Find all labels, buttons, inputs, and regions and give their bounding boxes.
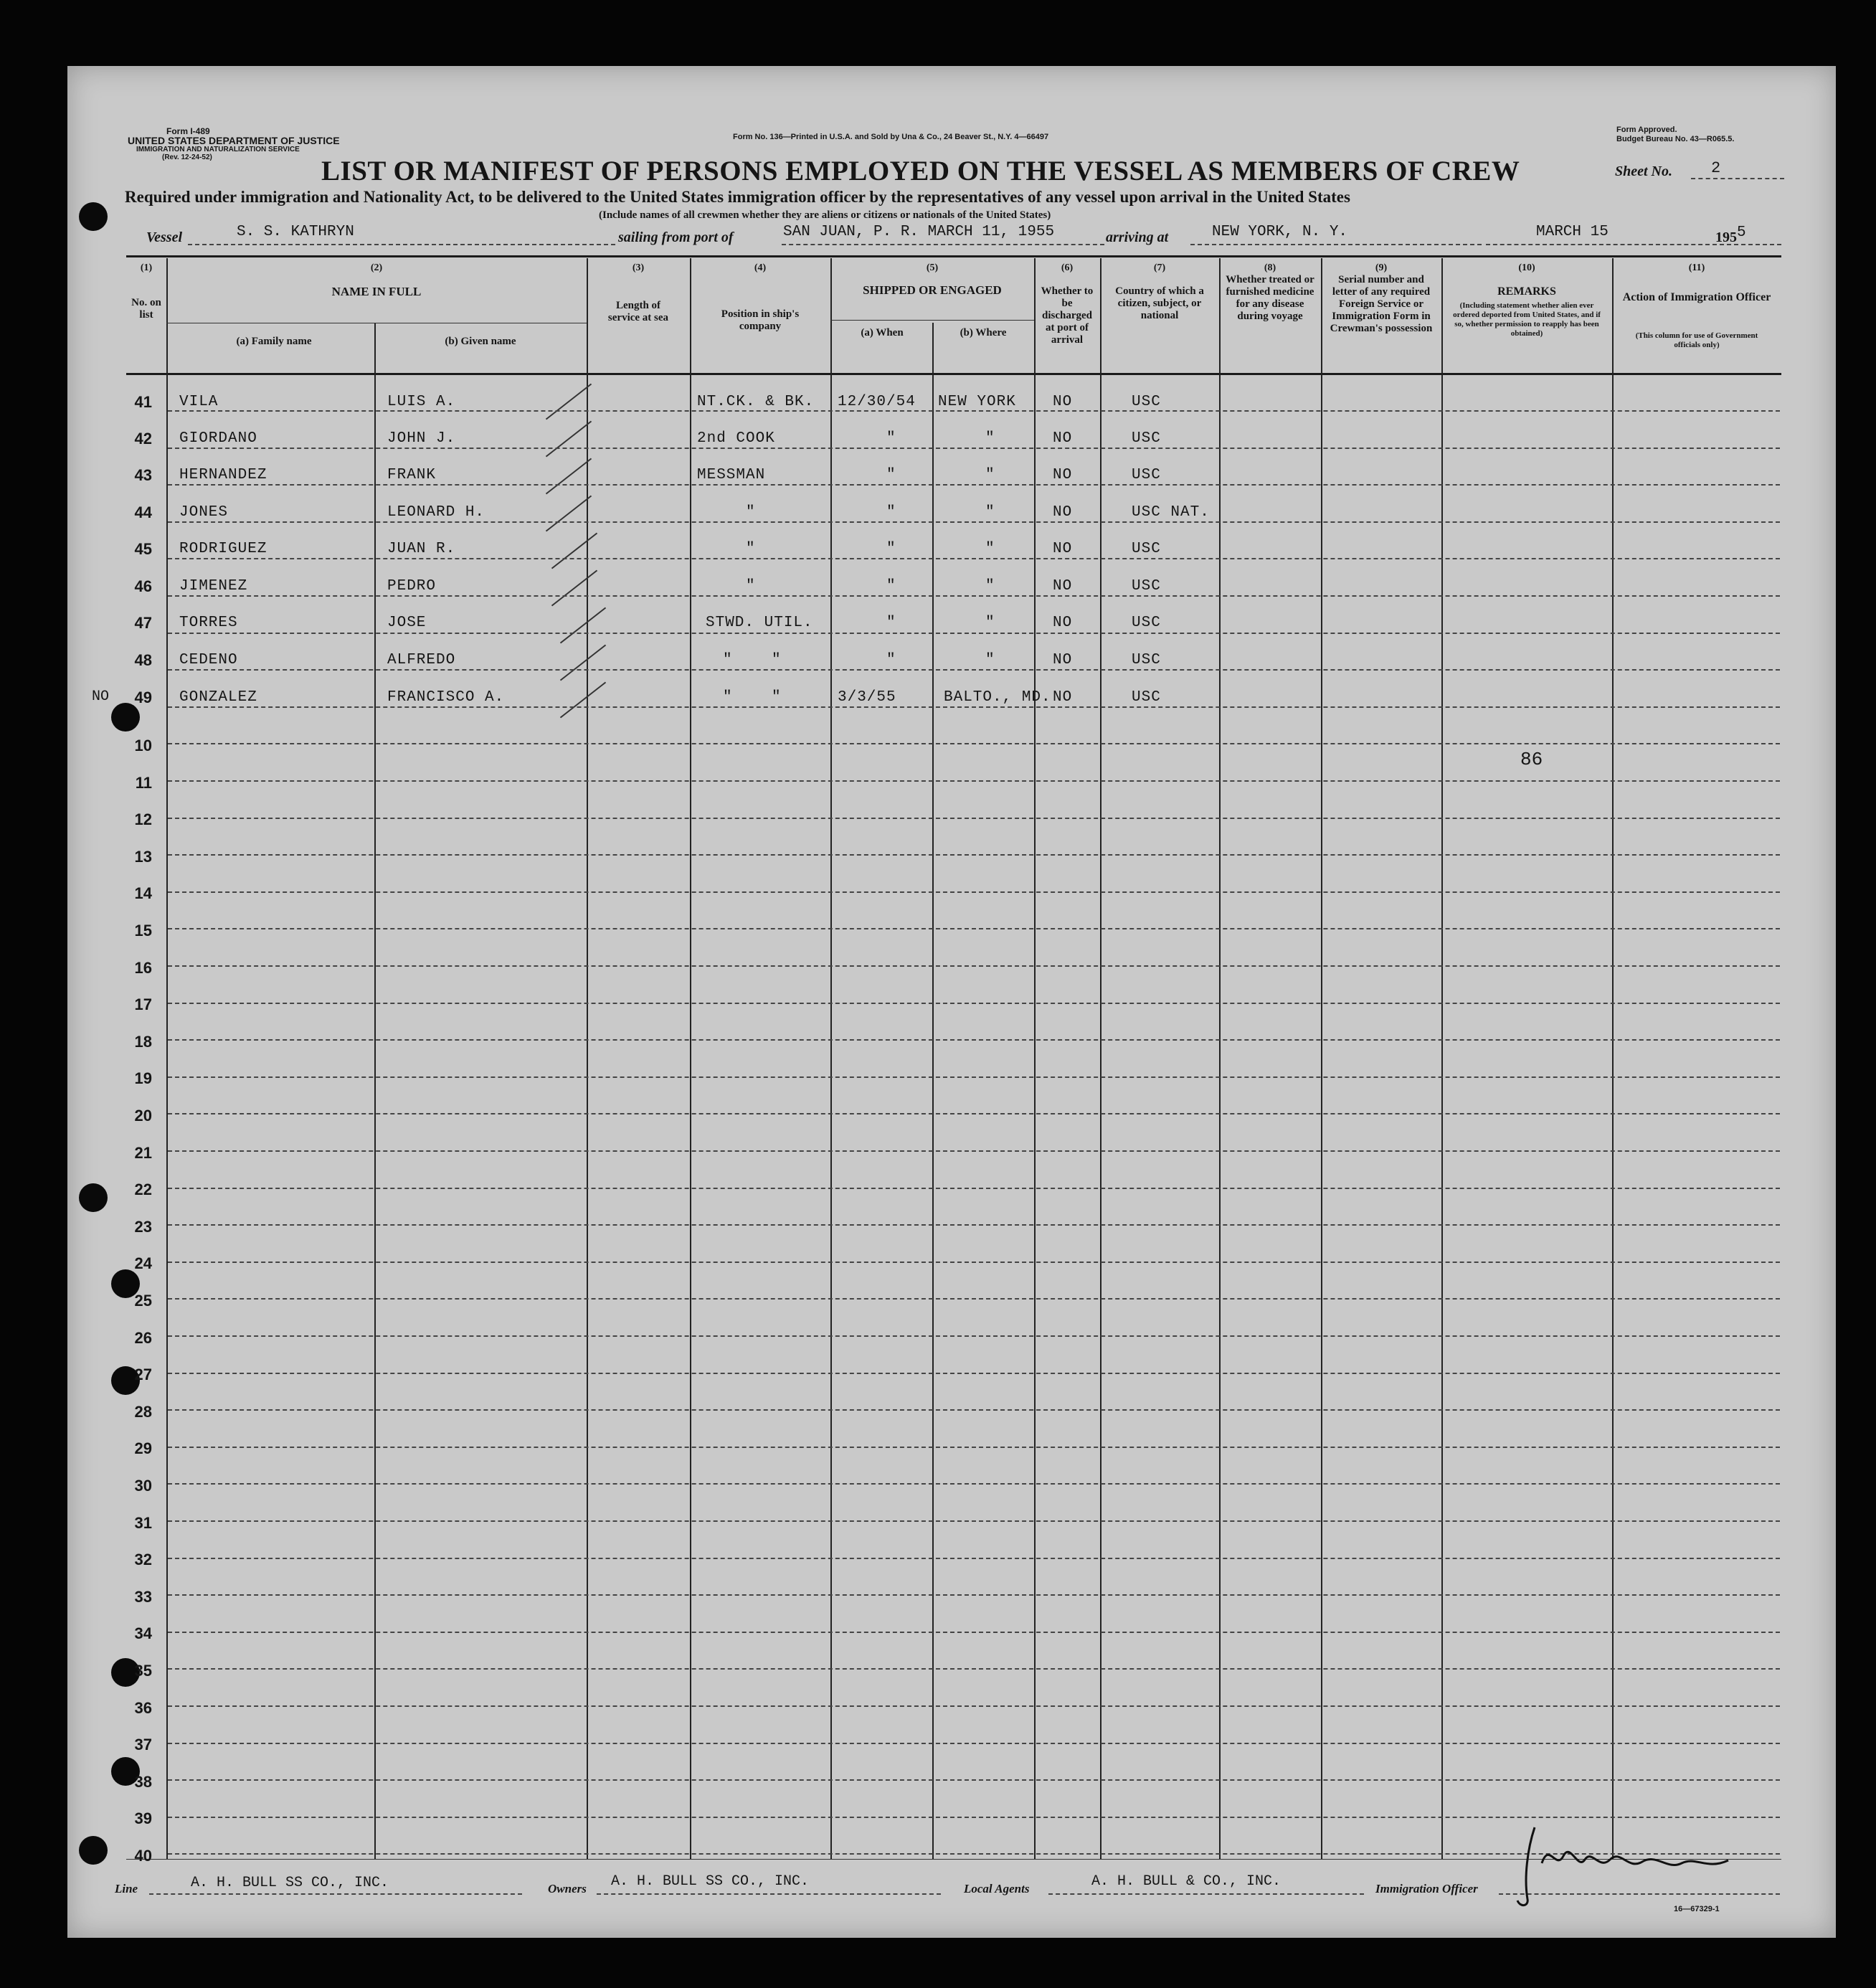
row-number: 43 (134, 466, 152, 484)
col11-number: (11) (1688, 262, 1705, 273)
row-rule (168, 928, 1780, 929)
discharged: NO (1053, 467, 1073, 483)
revision-label: (Rev. 12-24-52) (162, 153, 212, 161)
row-number: 47 (134, 614, 152, 632)
vessel-label: Vessel (146, 229, 182, 245)
row-rule (168, 1447, 1780, 1448)
row-rule (168, 521, 1780, 523)
row-number: 20 (134, 1107, 152, 1125)
sheet-number-line (1691, 178, 1784, 179)
punch-hole (79, 1836, 108, 1865)
family-name: GIORDANO (179, 430, 257, 447)
family-name: VILA (179, 394, 219, 410)
col2a-label: (a) Family name (236, 336, 312, 347)
col7-label: Country of which a citizen, subject, or national (1115, 285, 1204, 321)
shipped-when: " (886, 652, 896, 668)
row-rule (168, 1373, 1780, 1374)
row-number: 23 (134, 1217, 152, 1236)
col3-number: (3) (632, 262, 645, 273)
punch-hole (79, 1183, 108, 1212)
row-number: 37 (134, 1736, 152, 1754)
sailing-label: sailing from port of (618, 229, 734, 245)
country: USC (1132, 541, 1161, 557)
officer-signature (1513, 1820, 1743, 1913)
family-name: JIMENEZ (179, 578, 248, 595)
vessel-line (188, 244, 615, 245)
form-code: 16—67329-1 (1674, 1905, 1720, 1913)
col1-number: (1) (140, 262, 153, 273)
service-label: IMMIGRATION AND NATURALIZATION SERVICE (136, 146, 300, 153)
row-number: 31 (134, 1513, 152, 1532)
row-rule (168, 743, 1780, 744)
discharged: NO (1053, 615, 1073, 631)
row-number: 40 (134, 1847, 152, 1865)
row-rule (168, 1594, 1780, 1596)
shipped-when: " (886, 615, 896, 631)
col9-number: (9) (1375, 262, 1388, 273)
given-name: JOSE (387, 615, 427, 631)
row-rule (168, 891, 1780, 893)
page-subnote: (Include names of all crewmen whether they are aliens or citizens or nationals of the United States) (599, 209, 1051, 221)
col2-number: (2) (370, 262, 383, 273)
row-rule (168, 669, 1780, 671)
shipped-where: " (985, 652, 995, 668)
country: USC (1132, 578, 1161, 595)
arrival-date-line (1486, 244, 1710, 245)
country: USC NAT. (1132, 504, 1210, 521)
col10-label: REMARKS (1497, 285, 1556, 298)
shipped-when: " (886, 430, 896, 447)
row-number: 41 (134, 393, 152, 411)
page-subtitle: Required under immigration and Nationality Act, to be delivered to the United States immigration officer by the representatives of any vessel upon arrival in the United States (125, 188, 1350, 206)
given-name: ALFREDO (387, 652, 456, 668)
col8-number: (8) (1264, 262, 1276, 273)
discharged: NO (1053, 394, 1073, 410)
row-rule (168, 1558, 1780, 1559)
column-divider (1219, 258, 1221, 1859)
row-number: 32 (134, 1551, 152, 1569)
row-number: 24 (134, 1254, 152, 1273)
row-rule (168, 965, 1780, 967)
shipped-where: " (985, 467, 995, 483)
page-title: LIST OR MANIFEST OF PERSONS EMPLOYED ON THE VESSEL AS MEMBERS OF CREW (321, 156, 1520, 186)
col6-number: (6) (1061, 262, 1074, 273)
country: USC (1132, 652, 1161, 668)
row-number: 16 (134, 958, 152, 977)
col10-number: (10) (1518, 262, 1535, 273)
row-number: 17 (134, 995, 152, 1014)
col2-label: NAME IN FULL (331, 285, 422, 298)
position: " (746, 578, 756, 595)
col7-number: (7) (1153, 262, 1166, 273)
family-name: HERNANDEZ (179, 467, 267, 483)
row-rule (168, 1150, 1780, 1152)
row-number: 36 (134, 1698, 152, 1717)
shipped-when: " (886, 467, 896, 483)
row-rule (168, 1335, 1780, 1337)
given-name: LEONARD H. (387, 504, 485, 521)
row-number: 34 (134, 1624, 152, 1643)
officer-label: Immigration Officer (1375, 1882, 1478, 1895)
row-number: 35 (134, 1662, 152, 1680)
discharged: NO (1053, 689, 1073, 706)
row-number: 10 (134, 737, 152, 754)
table-top-rule (126, 255, 1781, 257)
row-number: 29 (134, 1439, 152, 1458)
row-rule (168, 1298, 1780, 1300)
family-name: CEDENO (179, 652, 238, 668)
family-name: TORRES (179, 615, 238, 631)
position: " (746, 541, 756, 557)
position: " " (723, 652, 782, 668)
row-rule (168, 1262, 1780, 1263)
owners-label: Owners (548, 1882, 587, 1895)
row-rule (168, 706, 1780, 708)
row-number: 11 (135, 773, 152, 792)
row-number: 27 (134, 1365, 152, 1384)
position: NT.CK. & BK. (697, 394, 815, 410)
arriving-port: NEW YORK, N. Y. (1212, 224, 1348, 240)
col5-label: SHIPPED OR ENGAGED (863, 283, 1002, 297)
row-number: 48 (134, 651, 152, 669)
arrival-year: 1955 (1715, 224, 1746, 245)
sheet-label: Sheet No. (1615, 164, 1672, 179)
row-rule (168, 818, 1780, 819)
form-number-label: Form I-489 (166, 126, 210, 136)
given-name: PEDRO (387, 578, 437, 595)
shipped-where: " (985, 504, 995, 521)
country: USC (1132, 689, 1161, 706)
position: STWD. UTIL. (706, 615, 813, 631)
shipped-where: " (985, 615, 995, 631)
col11-note: (This column for use of Government officials only) (1635, 331, 1758, 349)
country: USC (1132, 430, 1161, 447)
line-value: A. H. BULL SS CO., INC. (191, 1875, 389, 1891)
vessel-name: S. S. KATHRYN (237, 224, 354, 240)
col5-number: (5) (926, 262, 939, 273)
row-number: 30 (134, 1477, 152, 1495)
row-rule (168, 448, 1780, 449)
row-number: 26 (134, 1328, 152, 1347)
col10-note: (Including statement whether alien ever ordered deported from United States, and if so, whether permission to reapply has been obtained) (1453, 301, 1601, 338)
given-name: JOHN J. (387, 430, 456, 447)
agents-label: Local Agents (964, 1882, 1030, 1895)
col2b-label: (b) Given name (445, 336, 516, 347)
row-rule (168, 1632, 1780, 1633)
family-name: JONES (179, 504, 229, 521)
shipped-subheader-rule (830, 320, 1034, 321)
col4-label: Position in ship's company (721, 308, 800, 332)
column-divider (1100, 258, 1102, 1859)
arriving-label: arriving at (1106, 229, 1169, 245)
col1-label: No. on list (131, 297, 161, 321)
row-rule (168, 633, 1780, 634)
row-rule (168, 1668, 1780, 1670)
row-rule (168, 1076, 1780, 1078)
row-rule (168, 780, 1780, 782)
agents-value: A. H. BULL & CO., INC. (1091, 1873, 1282, 1890)
col6-label: Whether to be discharged at port of arrival (1041, 285, 1094, 346)
col4-number: (4) (754, 262, 767, 273)
discharged: NO (1053, 504, 1073, 521)
row-number: 19 (134, 1069, 152, 1088)
position: 2nd COOK (697, 430, 775, 447)
discharged: NO (1053, 430, 1073, 447)
row-rule (168, 1483, 1780, 1485)
row-number: 45 (134, 540, 152, 558)
column-divider (690, 258, 691, 1859)
col8-label: Whether treated or furnished medicine for any disease during voyage (1226, 274, 1314, 322)
discharged: NO (1053, 541, 1073, 557)
owners-value: A. H. BULL SS CO., INC. (611, 1873, 810, 1890)
position: " (746, 504, 756, 521)
col9-label: Serial number and letter of any required Foreign Service or Immigration Form in Crewman's possession (1330, 274, 1433, 334)
row-number: 28 (134, 1402, 152, 1421)
punch-hole (79, 202, 108, 231)
row-number: 22 (134, 1180, 152, 1199)
discharged: NO (1053, 578, 1073, 595)
shipped-when: " (886, 541, 896, 557)
row-number: 44 (134, 503, 152, 521)
given-name: FRANK (387, 467, 437, 483)
owners-underline (597, 1893, 941, 1895)
row-number: 21 (134, 1143, 152, 1162)
row-rule (168, 410, 1780, 412)
shipped-where: NEW YORK (938, 394, 1016, 410)
row-number: 14 (134, 884, 152, 903)
sailing-line (782, 244, 1104, 245)
row-number: 15 (134, 922, 152, 939)
punch-hole (111, 703, 140, 732)
discharged: NO (1053, 652, 1073, 668)
row-number: 49 (134, 688, 152, 706)
row-number: 38 (134, 1772, 152, 1791)
given-name: FRANCISCO A. (387, 689, 505, 706)
row-rule (168, 1705, 1780, 1707)
country: USC (1132, 467, 1161, 483)
col3-label: Length of service at sea (607, 300, 669, 323)
row-number: 46 (134, 577, 152, 595)
row-number: 33 (134, 1587, 152, 1606)
country: USC (1132, 615, 1161, 631)
shipped-when: 3/3/55 (838, 689, 896, 706)
row-rule (168, 1520, 1780, 1522)
row-rule (168, 854, 1780, 856)
position: " " (723, 689, 782, 706)
row-rule (168, 1743, 1780, 1744)
agents-underline (1048, 1893, 1364, 1895)
shipped-when: " (886, 504, 896, 521)
shipped-when: 12/30/54 (838, 394, 916, 410)
column-divider (1034, 258, 1036, 1859)
row-number: 42 (134, 430, 152, 448)
row-rule (168, 1188, 1780, 1189)
row-rule (168, 558, 1780, 559)
sheet-number: 2 (1711, 159, 1721, 177)
row-rule (168, 1224, 1780, 1226)
row-number: 13 (134, 847, 152, 866)
margin-note: NO (92, 688, 110, 705)
budget-bureau-label: Budget Bureau No. 43—R065.5. (1616, 135, 1735, 143)
shipped-where: BALTO., MD. (944, 689, 1051, 706)
row-number: 25 (134, 1292, 152, 1310)
column-divider (1321, 258, 1322, 1859)
row-rule (168, 1039, 1780, 1041)
family-name: GONZALEZ (179, 689, 257, 706)
arrival-year-line (1712, 244, 1781, 245)
given-name: JUAN R. (387, 541, 456, 557)
line-label: Line (115, 1882, 138, 1895)
col5a-label: (a) When (861, 327, 904, 339)
column-divider (1612, 258, 1614, 1859)
arriving-line (1190, 244, 1482, 245)
column-divider (830, 258, 832, 1859)
row-rule (168, 1817, 1780, 1818)
position: MESSMAN (697, 467, 766, 483)
given-name: LUIS A. (387, 394, 456, 410)
row-rule (168, 1779, 1780, 1781)
shipped-where: " (985, 430, 995, 447)
sailing-port: SAN JUAN, P. R. MARCH 11, 1955 (783, 224, 1055, 240)
column-divider (166, 258, 168, 1859)
country: USC (1132, 394, 1161, 410)
shipped-where: " (985, 541, 995, 557)
col11-label: Action of Immigration Officer (1622, 291, 1771, 303)
row-rule (168, 1113, 1780, 1114)
shipped-when: " (886, 578, 896, 595)
row-number: 39 (134, 1809, 152, 1828)
shipped-where: " (985, 578, 995, 595)
column-divider (1441, 258, 1443, 1859)
arrival-date: MARCH 15 (1536, 224, 1609, 240)
department-label: UNITED STATES DEPARTMENT OF JUSTICE (128, 135, 340, 146)
row-rule (168, 595, 1780, 597)
form-approved-label: Form Approved. (1616, 126, 1677, 134)
family-name: RODRIGUEZ (179, 541, 267, 557)
col5b-label: (b) Where (960, 327, 1007, 339)
row-number: 12 (134, 810, 152, 829)
column-divider (374, 323, 376, 1859)
row-rule (168, 484, 1780, 486)
line-underline (149, 1893, 522, 1895)
row-number: 18 (134, 1032, 152, 1051)
printer-line: Form No. 136—Printed in U.S.A. and Sold by Una & Co., 24 Beaver St., N.Y. 4—66497 (733, 133, 1049, 141)
row-rule (168, 1409, 1780, 1411)
row-rule (168, 1003, 1780, 1004)
remark-note: 86 (1520, 749, 1543, 770)
column-divider (932, 323, 934, 1859)
